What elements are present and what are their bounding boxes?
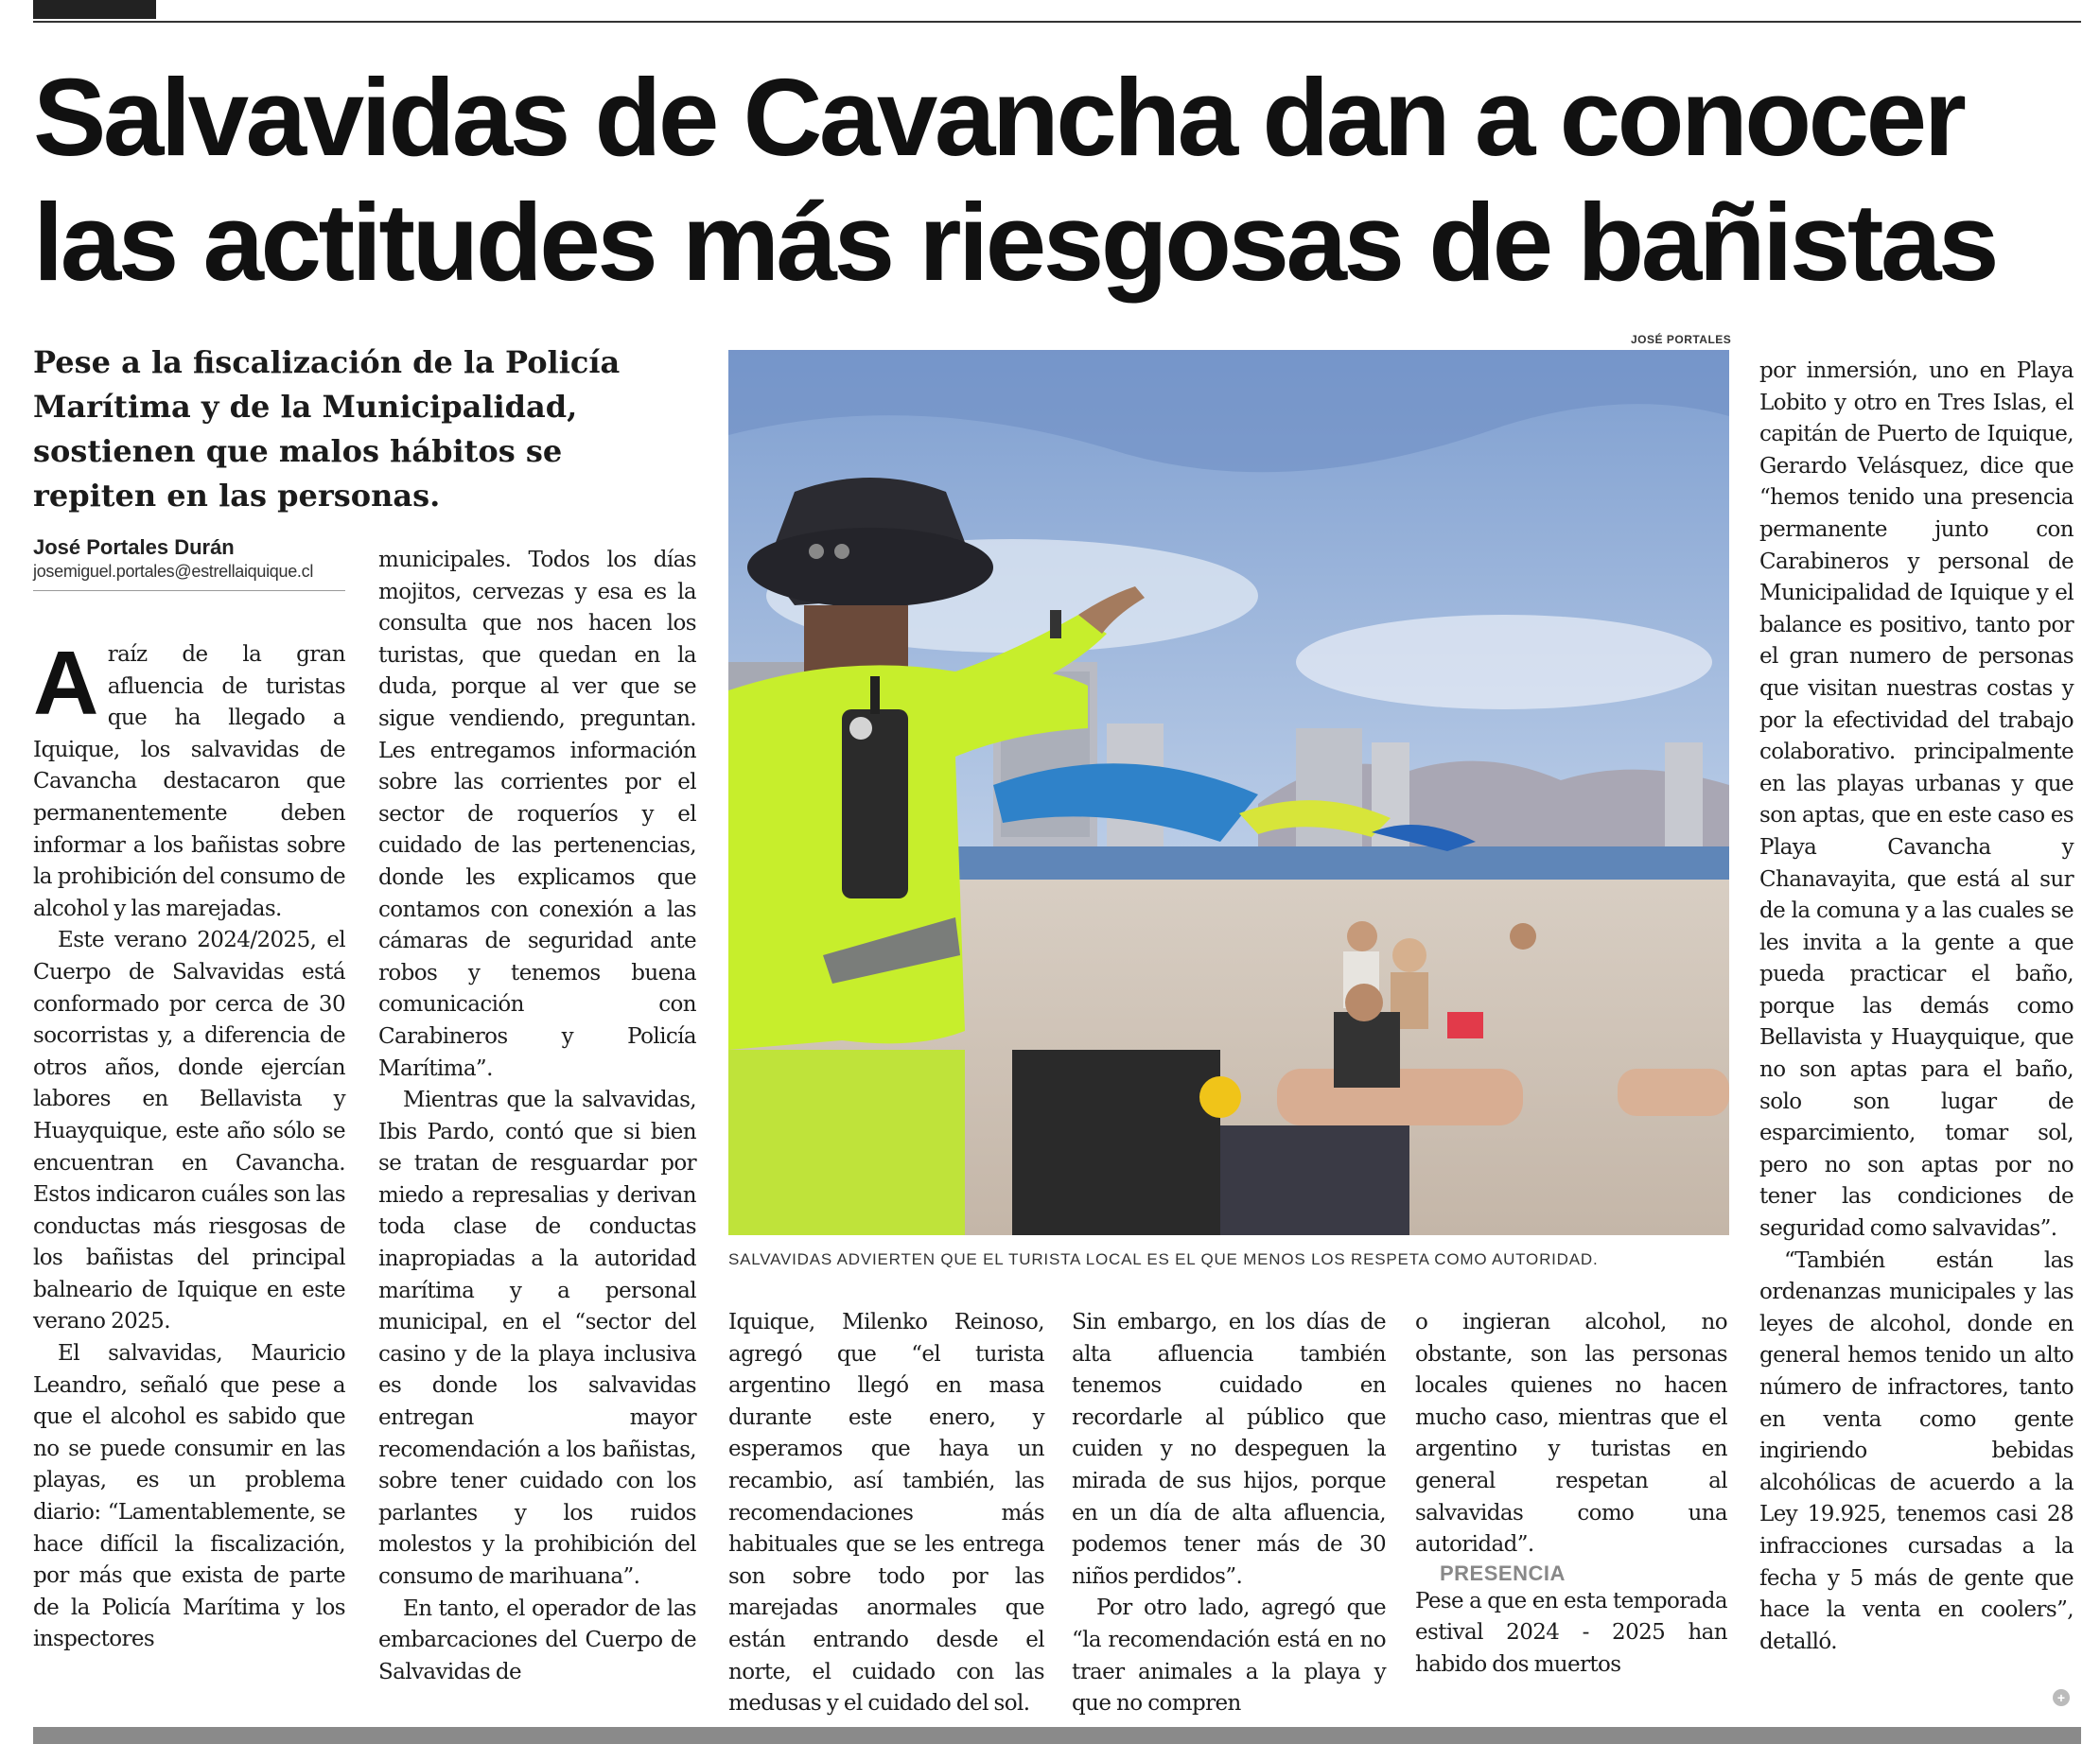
paragraph-8: Sin embargo, en los días de alta afluencia también tenemos cuidado en recordarle al público que cuiden y no despeguen la mirada de sus hijos, porque en un día de alta afluencia, podemos tener más de 30 niños perdidos”. [1072, 1310, 1386, 1589]
headline-line-2: las actitudes más riesgosas de bañistas [33, 181, 1996, 304]
paragraph-12: por inmersión, uno en Playa Lobito y otro en Tres Islas, el capitán de Puerto de Iquique, Gerardo Velásquez, dice que “hemos tenido una presencia permanente junto con Carabineros y personal de Municipalidad de Iquique y el balance es positivo, tanto por el gran numero de personas que visitan nuestras costas y por la efectividad del trabajo colaborativo. principalmente en las playas urbanas y que son aptas, que en este caso es Playa Cavancha y Chanavayita, que está al sur de la comuna y a las cuales se les invita a la gente a que pueda practicar el baño, porque las demás como Bellavista y Huayquique, que no son aptas para el baño, solo son lugar de esparcimiento, tomar sol, pero no son aptas por no tener las condiciones de seguridad como salvavidas”. [1759, 358, 2074, 1242]
paragraph-3: El salvavidas, Mauricio Leandro, señaló que pese a que el alcohol es sabido que no se puede consumir en las playas, es un problema diario: “Lamentablemente, se hace difícil la fiscalización, por más que exista de parte de la Policía Marítima y los inspectores [33, 1341, 345, 1652]
photo-caption: SALVAVIDAS ADVIERTEN QUE EL TURISTA LOCAL ES EL QUE MENOS LOS RESPETA COMO AUTORIDAD. [728, 1250, 1599, 1268]
paragraph-4: municipales. Todos los días mojitos, cervezas y esa es la consulta que nos hacen los turistas, que quedan en la duda, porque al ver que se sigue vendiendo, preguntan. Les entregamos información sobre las corrientes por el sector de roqueríos y el cuidado de las pertenencias, donde les explicamos que contamos con conexión a las cámaras de seguridad ante robos y tenemos buena comunicación con Carabineros y Policía Marítima”. [378, 548, 696, 1081]
column-2 [378, 545, 696, 1688]
paragraph-1-text: raíz de la gran afluencia de turistas que ha llegado a Iquique, los salvavidas de Cavancha destacaron que permanentemente deben informar a los bañistas sobre la prohibición del consumo de alcohol y las marejadas. [33, 642, 345, 921]
paragraph-6: En tanto, el operador de las embarcaciones del Cuerpo de Salvavidas de [378, 1596, 696, 1684]
section-block [33, 0, 156, 19]
beach-photo-illustration [728, 350, 1729, 1235]
paragraph-7: Iquique, Milenko Reinoso, agregó que “el turista argentino llegó en masa durante este enero, y esperamos que haya un recambio, así también, las recomendaciones más habituales que se les entrega son sobre todo por las marejadas anormales que están entrando desde el norte, el cuidado con las medusas y el cuidado del sol. [728, 1310, 1044, 1717]
deck: Pese a la fiscalización de la Policía Marítima y de la Municipalidad, sostienen que malos hábitos se repiten en las personas. [33, 344, 621, 514]
column-1 [33, 633, 345, 1656]
end-of-article-icon: + [2053, 1689, 2070, 1706]
top-rule [33, 0, 2081, 23]
column-5 [1415, 1307, 1727, 1682]
paragraph-9: Por otro lado, agregó que “la recomendación está en no traer animales a la playa y que no compren [1072, 1596, 1386, 1717]
byline-author: José Portales Durán [33, 535, 235, 559]
paragraph-11: Pese a que en esta temporada estival 2024 - 2025 han habido dos muertos [1415, 1588, 1727, 1677]
dropcap: A [33, 633, 98, 734]
column-3 [728, 1307, 1044, 1720]
paragraph-13: “También están las ordenanzas municipales y las leyes de alcohol, donde en general hemos tenido un alto número de infractores, tanto en venta como gente ingiriendo bebidas alcohólicas de acuerdo a la Ley 19.925, tenemos casi 28 infracciones cursadas a la fecha y 5 más de gente que hace la venta en coolers”, detalló. [1759, 1247, 2074, 1654]
headline [33, 55, 2076, 305]
column-4 [1072, 1307, 1386, 1720]
photo-credit: JOSÉ PORTALES [1631, 333, 1732, 346]
byline-rule [33, 590, 345, 591]
bottom-rule [33, 1727, 2081, 1744]
byline-email[interactable]: josemiguel.portales@estrellaiquique.cl [33, 562, 314, 581]
paragraph-2: Este verano 2024/2025, el Cuerpo de Salvavidas está conformado por cerca de 30 socorristas y, a diferencia de otros años, donde ejercían labores en Bellavista y Huayquique, este año sólo se encuentran en Cavancha. Estos indicaron cuáles son las conductas más riesgosas de los bañistas del principal balneario de Iquique en este verano 2025. [33, 928, 345, 1334]
paragraph-5: Mientras que la salvavidas, Ibis Pardo, contó que si bien se tratan de resguardar por miedo a represalias y derivan toda clase de conductas inapropiadas a la autoridad marítima y a personal municipal, en el “sector del casino y de la playa inclusiva es donde los salvavidas entregan mayor recomendación a los bañistas, sobre tener cuidado con los parlantes y los ruidos molestos y la prohibición del consumo de marihuana”. [378, 1088, 696, 1589]
subhead-presencia: PRESENCIA [1440, 1561, 1566, 1585]
column-6 [1759, 356, 2074, 1658]
paragraph-1 [33, 633, 345, 925]
beach-photo [728, 350, 1729, 1235]
headline-line-1: Salvavidas de Cavancha dan a conocer [33, 56, 1964, 179]
paragraph-10: o ingieran alcohol, no obstante, son las personas locales quienes no hacen mucho caso, mientras que el argentino y turistas en general respetan al salvavidas como una autoridad”. [1415, 1310, 1727, 1558]
